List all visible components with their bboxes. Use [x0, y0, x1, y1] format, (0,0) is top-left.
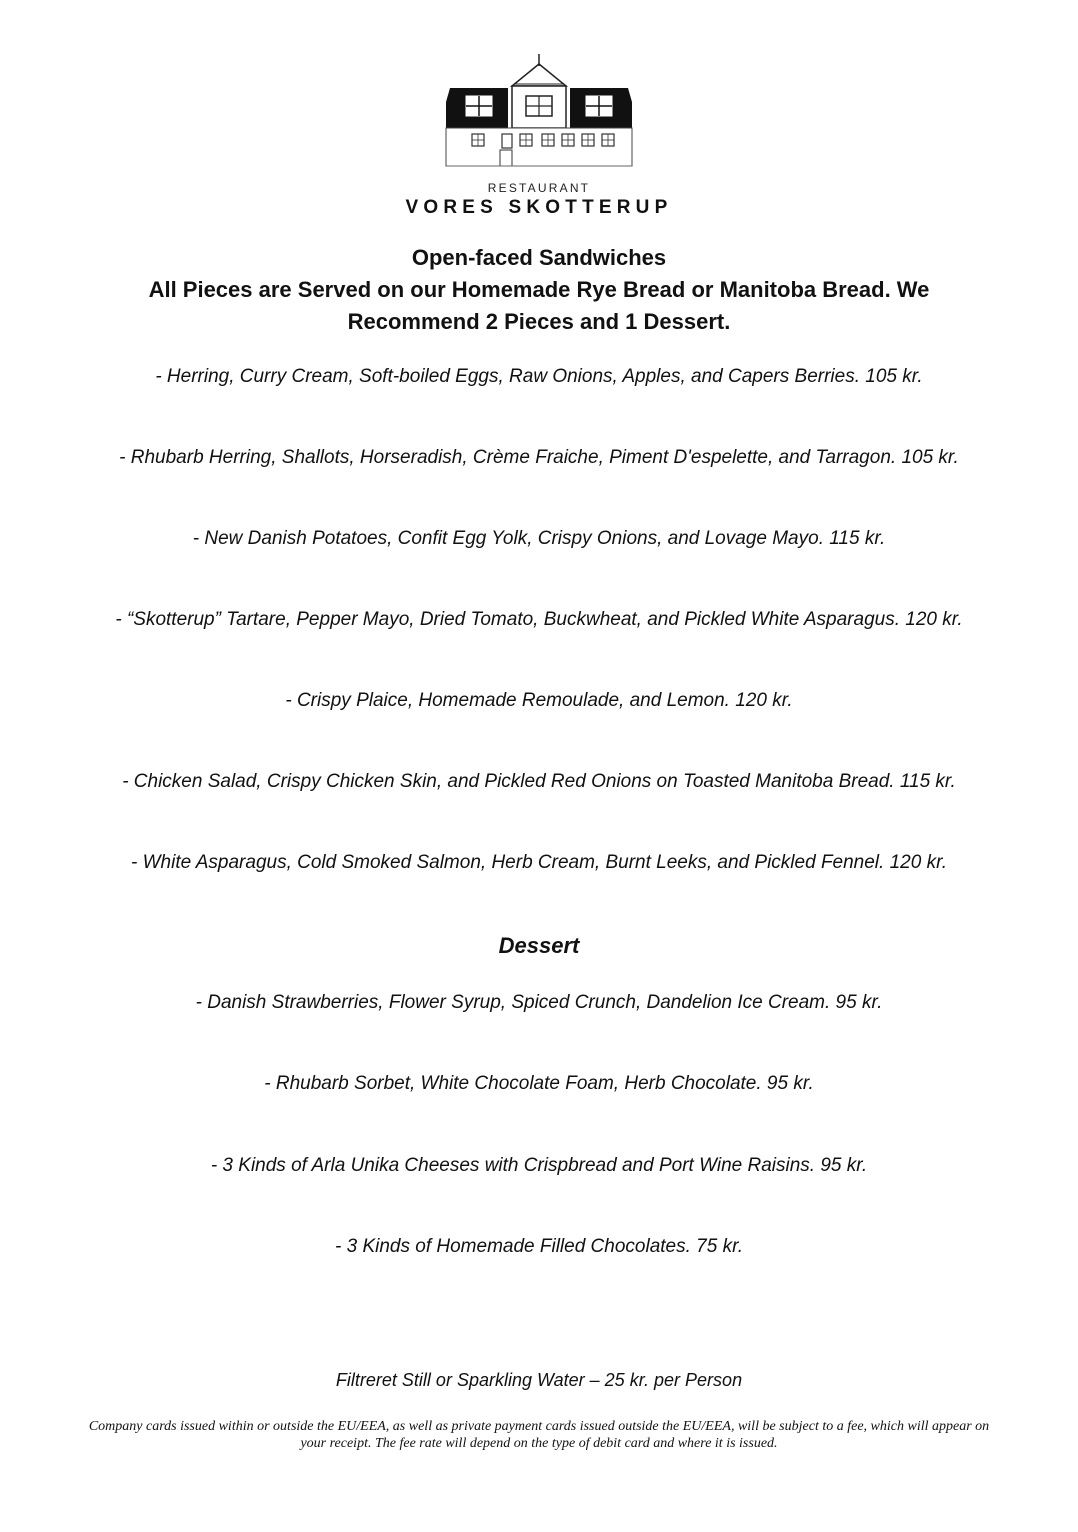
menu-item: - Herring, Curry Cream, Soft-boiled Eggs, Raw Onions, Apples, and Capers Berries. 105 kr. [155, 366, 923, 387]
dessert-heading: Dessert [498, 933, 580, 958]
menu-item: - White Asparagus, Cold Smoked Salmon, Herb Cream, Burnt Leeks, and Pickled Fennel. 120 kr. [131, 852, 947, 873]
footnote-line2: your receipt. The fee rate will depend on the type of debit card and where it is issued. [300, 1436, 778, 1451]
dessert-item: - Danish Strawberries, Flower Syrup, Spiced Crunch, Dandelion Ice Cream. 95 kr. [195, 992, 883, 1013]
footnote-line1: Company cards issued within or outside the EU/EEA, as well as private payment cards issued outside the EU/EEA, will be subject to a fee, which will appear on [88, 1419, 990, 1434]
menu-item: - Rhubarb Herring, Shallots, Horseradish, Crème Fraiche, Piment D'espelette, and Tarragon. 105 kr. [119, 447, 959, 468]
dessert-item: - Rhubarb Sorbet, White Chocolate Foam, Herb Chocolate. 95 kr. [264, 1073, 814, 1094]
sandwiches-subtitle-line2: Recommend 2 Pieces and 1 Dessert. [347, 309, 731, 334]
restaurant-logo [0, 52, 1078, 175]
dessert-item: - 3 Kinds of Arla Unika Cheeses with Crispbread and Port Wine Raisins. 95 kr. [210, 1155, 868, 1176]
menu-item: - Chicken Salad, Crispy Chicken Skin, and Pickled Red Onions on Toasted Manitoba Bread. 115 kr. [122, 771, 956, 792]
sandwiches-heading [0, 242, 1078, 338]
brand-name: VORES SKOTTERUP [405, 197, 673, 218]
house-facade-icon [444, 52, 634, 170]
sandwiches-subtitle-line1: All Pieces are Served on our Homemade Rye Bread or Manitoba Bread. We [148, 277, 930, 302]
sandwiches-title: Open-faced Sandwiches [411, 245, 667, 270]
menu-item: - New Danish Potatoes, Confit Egg Yolk, Crispy Onions, and Lovage Mayo. 115 kr. [192, 528, 886, 549]
menu-item: - “Skotterup” Tartare, Pepper Mayo, Dried Tomato, Buckwheat, and Pickled White Asparagus. 120 kr. [115, 609, 963, 630]
dessert-item: - 3 Kinds of Homemade Filled Chocolates. 75 kr. [335, 1236, 743, 1257]
menu-item: - Crispy Plaice, Homemade Remoulade, and Lemon. 120 kr. [285, 690, 793, 711]
brand-label: RESTAURANT [487, 181, 591, 195]
water-note: Filtreret Still or Sparkling Water – 25 kr. per Person [335, 1370, 743, 1390]
payment-fee-footnote [55, 1418, 1023, 1452]
